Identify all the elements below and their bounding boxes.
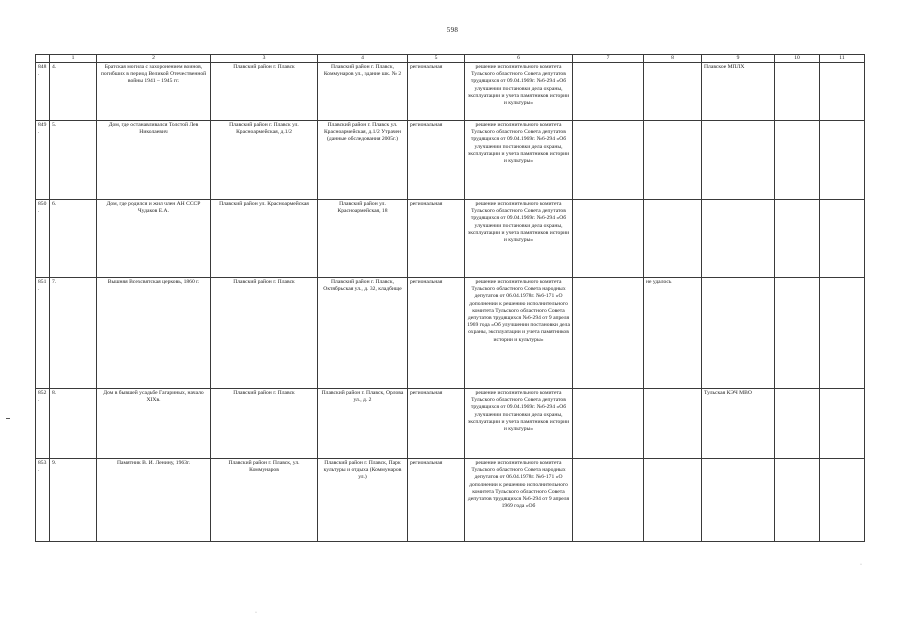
row-subnumber: 6. — [50, 200, 97, 278]
address-cell: Плавский район г. Плавск, Орлова ул., д. 2 — [318, 389, 408, 459]
decision-cell: решение исполнительного комитета Тульского областного Совета депутатов трудящихся от 09.04.1969г. №6-294 «Об улучшении постановки дела охраны, эксплуатации и учета памятников истории и культуры» — [465, 389, 573, 459]
header-cell — [36, 55, 50, 63]
table-row — [36, 389, 865, 459]
header-cell: 7 — [573, 55, 644, 63]
address-cell: Плавский район г. Плавск, Парк культуры и отдыха (Коммунаров ул.) — [318, 459, 408, 542]
category-cell: региональная — [408, 389, 465, 459]
decision-cell: решение исполнительного комитета Тульского областного Совета депутатов трудящихся от 09.04.1969г. №6-294 «Об улучшении постановки дела охраны, эксплуатации и учета памятников истории и культуры» — [465, 200, 573, 278]
decision-cell: решение исполнительного комитета Тульского областного Совета народных депутатов от 06.04.1978г. №6-171 «О дополнении к решению исполнительного комитета Тульского областного Совета депутатов трудящихся №6-294 от 9 апреля 1969 года «Об улучшении постановки дела охраны, эксплуатации и учета памятников истории и культуры» — [465, 278, 573, 389]
column-10-cell — [775, 389, 820, 459]
column-11-cell — [820, 278, 865, 389]
monument-name: Вышняя Всехсвятская церковь, 1860 г. — [97, 278, 211, 389]
column-8-cell: не удалось — [644, 278, 702, 389]
table-row — [36, 63, 865, 121]
column-7-cell — [573, 278, 644, 389]
row-subnumber: 8. — [50, 389, 97, 459]
header-cell: 9 — [702, 55, 775, 63]
header-cell: 3 — [211, 55, 318, 63]
header-row — [36, 55, 865, 63]
monument-name: Дом в бывшей усадьбе Гагариных, начало XIXв. — [97, 389, 211, 459]
margin-mark — [6, 418, 10, 419]
column-10-cell — [775, 278, 820, 389]
header-cell: 5 — [408, 55, 465, 63]
table-row — [36, 200, 865, 278]
row-subnumber: 5. — [50, 121, 97, 200]
monuments-table — [35, 54, 865, 542]
column-11-cell — [820, 200, 865, 278]
monument-name: Братская могила с захоронением воинов, погибших в период Великой Отечественной войны 1941 – 1945 гг. — [97, 63, 211, 121]
table-row — [36, 459, 865, 542]
decision-cell: решение исполнительного комитета Тульского областного Совета депутатов трудящихся от 09.04.1969г. №6-294 «Об улучшении постановки дела охраны, эксплуатации и учета памятников истории и культуры» — [465, 121, 573, 200]
owner-cell: Тульская КЭЧ МВО — [702, 389, 775, 459]
column-7-cell — [573, 121, 644, 200]
address-cell: Плавский район г. Плавск, Октябрьская ул., д. 32, кладбище — [318, 278, 408, 389]
district-cell: Плавский район ул. Красноармейская — [211, 200, 318, 278]
row-number: 850. — [36, 200, 50, 278]
header-cell: 11 — [820, 55, 865, 63]
address-cell: Плавский район г. Плавск, Коммунаров ул., здание шк. № 2 — [318, 63, 408, 121]
address-cell: Плавский район ул. Красноармейская, 18 — [318, 200, 408, 278]
decision-cell: решение исполнительного комитета Тульского областного Совета депутатов трудящихся от 09.04.1969г. №6-294 «Об улучшении постановки дела охраны, эксплуатации и учета памятников истории и культуры» — [465, 63, 573, 121]
owner-cell — [702, 278, 775, 389]
monument-name: Дом, где останавливался Толстой Лев Николаевич — [97, 121, 211, 200]
column-11-cell — [820, 389, 865, 459]
column-10-cell — [775, 63, 820, 121]
table-row — [36, 278, 865, 389]
row-number: 853. — [36, 459, 50, 542]
row-number: 848. — [36, 63, 50, 121]
owner-cell: Плавское МПЛХ — [702, 63, 775, 121]
column-7-cell — [573, 389, 644, 459]
category-cell: региональная — [408, 200, 465, 278]
header-cell: 2 — [97, 55, 211, 63]
header-cell: 4 — [318, 55, 408, 63]
header-cell: 1 — [50, 55, 97, 63]
column-10-cell — [775, 121, 820, 200]
column-11-cell — [820, 459, 865, 542]
address-cell: Плавский район г. Плавск ул. Красноармейская, д.1/2 Утрачен (данные обследования 2005г.) — [318, 121, 408, 200]
column-8-cell — [644, 200, 702, 278]
district-cell: Плавский район г. Плавск — [211, 278, 318, 389]
row-subnumber: 9. — [50, 459, 97, 542]
row-subnumber: 7. — [50, 278, 97, 389]
header-cell: 6 — [465, 55, 573, 63]
owner-cell — [702, 200, 775, 278]
district-cell: Плавский район г. Плавск — [211, 63, 318, 121]
scan-dot: · — [255, 610, 257, 616]
header-cell: 10 — [775, 55, 820, 63]
district-cell: Плавский район г. Плавск, ул. Коммунаров — [211, 459, 318, 542]
category-cell: региональная — [408, 278, 465, 389]
column-11-cell — [820, 121, 865, 200]
column-10-cell — [775, 459, 820, 542]
category-cell: региональная — [408, 459, 465, 542]
row-number: 851. — [36, 278, 50, 389]
district-cell: Плавский район г. Плавск ул. Красноармейская, д.1/2 — [211, 121, 318, 200]
decision-cell: решение исполнительного комитета Тульского областного Совета народных депутатов от 06.04.1978г. №6-171 «О дополнении к решению исполнительного комитета Тульского областного Совета депутатов трудящихся №6-294 от 9 апреля 1969 года «Об — [465, 459, 573, 542]
page-number: 598 — [446, 26, 459, 34]
monument-name: Памятник В. И. Ленину, 1963г. — [97, 459, 211, 542]
category-cell: региональная — [408, 121, 465, 200]
column-7-cell — [573, 459, 644, 542]
header-cell: 8 — [644, 55, 702, 63]
owner-cell — [702, 459, 775, 542]
owner-cell — [702, 121, 775, 200]
column-7-cell — [573, 63, 644, 121]
row-subnumber: 4. — [50, 63, 97, 121]
table-row — [36, 121, 865, 200]
column-8-cell — [644, 389, 702, 459]
column-8-cell — [644, 63, 702, 121]
column-11-cell — [820, 63, 865, 121]
district-cell: Плавский район г. Плавск — [211, 389, 318, 459]
column-8-cell — [644, 121, 702, 200]
scan-dot: · — [860, 562, 862, 568]
monument-name: Дом, где родился и жил член АН СССР Чудаков Е.А. — [97, 200, 211, 278]
row-number: 849. — [36, 121, 50, 200]
column-8-cell — [644, 459, 702, 542]
column-10-cell — [775, 200, 820, 278]
category-cell: региональная — [408, 63, 465, 121]
row-number: 852. — [36, 389, 50, 459]
column-7-cell — [573, 200, 644, 278]
